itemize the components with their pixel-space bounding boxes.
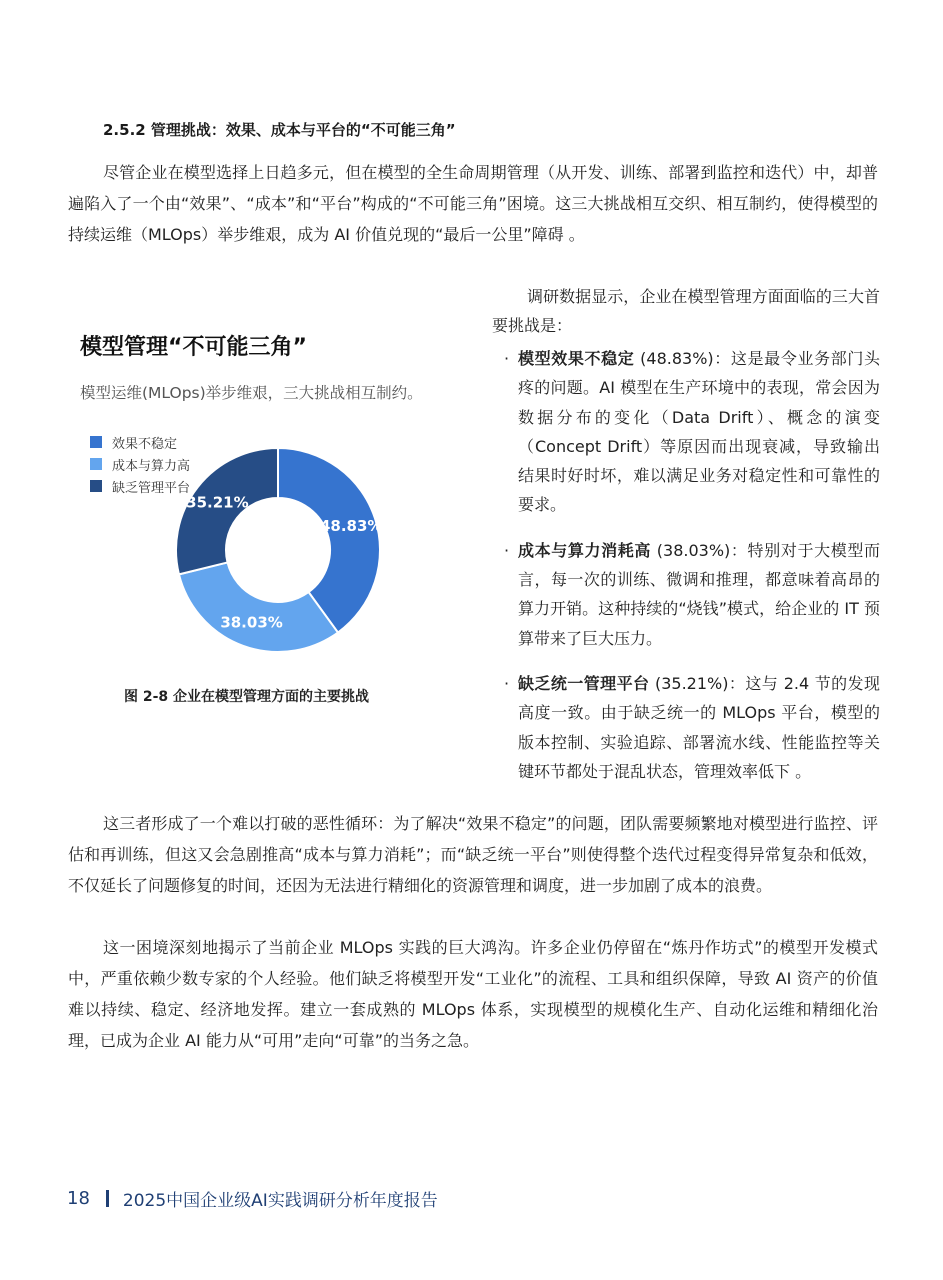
challenge-text: (48.83%)：这是最令业务部门头疼的问题。AI 模型在生产环境中的表现，常会因为数据分布的变化（Data Drift）、概念的演变（Concept Drift）等原因而出现衰减，导致输出结果时好时坏，难以满足业务对稳定性和可靠性的要求。 bbox=[518, 349, 880, 515]
page-number: 18 bbox=[67, 1188, 90, 1209]
donut-chart bbox=[168, 440, 388, 660]
body-paragraph: 这三者形成了一个难以打破的恶性循环：为了解决“效果不稳定”的问题，团队需要频繁地对模型进行监控、评估和再训练，但这又会急剧推高“成本与算力消耗”；而“缺乏统一平台”则使得整个迭代过程变得异常复杂和低效，不仅延长了问题修复的时间，还因为无法进行精细化的资源管理和调度，进一步加剧了成本的浪费。 bbox=[68, 814, 878, 895]
challenge-item bbox=[504, 536, 880, 653]
figure-caption: 图 2-8 企业在模型管理方面的主要挑战 bbox=[124, 689, 370, 705]
page-footer bbox=[67, 1186, 438, 1211]
legend-swatch bbox=[90, 436, 102, 448]
challenge-text: (35.21%)：这与 2.4 节的发现高度一致。由于缺乏统一的 MLOps 平台，模型的版本控制、实验追踪、部署流水线、性能监控等关键环节都处于混乱状态，管理效率低下 。 bbox=[518, 673, 880, 781]
intro-paragraph: 尽管企业在模型选择上日趋多元，但在模型的全生命周期管理（从开发、训练、部署到监控和迭代）中，却普遍陷入了一个由“效果”、“成本”和“平台”构成的“不可能三角”困境。这三大挑战相互交织、相互制约，使得模型的持续运维（MLOps）举步维艰，成为 AI 价值兑现的“最后一公里”障碍 。 bbox=[68, 163, 878, 244]
donut-data-label: 38.03% bbox=[220, 613, 283, 632]
challenge-title: 模型效果不稳定 bbox=[518, 349, 635, 368]
donut-slice bbox=[179, 562, 338, 652]
challenge-title: 缺乏统一管理平台 bbox=[518, 673, 650, 693]
challenge-list bbox=[504, 344, 880, 802]
bullet-marker: · bbox=[504, 349, 510, 368]
challenge-item bbox=[504, 669, 880, 786]
legend-label: 成本与算力高 bbox=[112, 458, 191, 474]
right-intro: 调研数据显示，企业在模型管理方面面临的三大首要挑战是： bbox=[492, 287, 880, 335]
legend-label: 效果不稳定 bbox=[112, 436, 178, 452]
challenge-text: (38.03%)：特别对于大模型而言，每一次的训练、微调和推理，都意味着高昂的算力开销。这种持续的“烧钱”模式，给企业的 IT 预算带来了巨大压力。 bbox=[518, 540, 880, 648]
footer-divider bbox=[106, 1190, 109, 1207]
legend-label: 缺乏管理平台 bbox=[112, 480, 191, 496]
legend-swatch bbox=[90, 480, 102, 492]
legend-swatch bbox=[90, 458, 102, 470]
bullet-marker: · bbox=[504, 673, 510, 693]
donut-data-label: 48.83% bbox=[319, 517, 383, 536]
figure-subtitle: 模型运维(MLOps)举步维艰，三大挑战相互制约。 bbox=[80, 384, 423, 402]
challenge-title: 成本与算力消耗高 bbox=[518, 540, 652, 560]
report-title: 2025中国企业级AI实践调研分析年度报告 bbox=[122, 1191, 438, 1211]
donut-data-label: 35.21% bbox=[186, 493, 249, 512]
section-heading: 2.5.2 管理挑战：效果、成本与平台的“不可能三角” bbox=[103, 121, 456, 139]
body-paragraph: 这一困境深刻地揭示了当前企业 MLOps 实践的巨大鸿沟。许多企业仍停留在“炼丹作坊式”的模型开发模式中，严重依赖少数专家的个人经验。他们缺乏将模型开发“工业化”的流程、工具和组织保障，导致 AI 资产的价值难以持续、稳定、经济地发挥。建立一套成熟的 MLOps 体系，实现模型的规模化生产、自动化运维和精细化治理，已成为企业 AI 能力从“可用”走向“可靠”的当务之急。 bbox=[68, 938, 878, 1050]
figure-title: 模型管理“不可能三角” bbox=[80, 335, 307, 360]
challenge-item bbox=[504, 344, 880, 520]
bullet-marker: · bbox=[504, 540, 510, 560]
